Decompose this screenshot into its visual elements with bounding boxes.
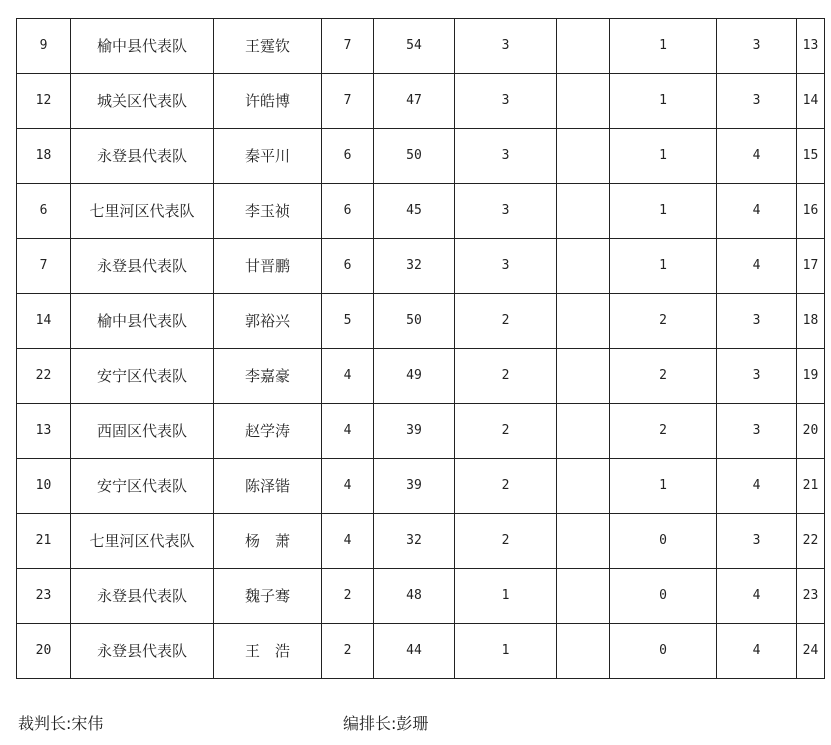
score-col-2: 39 (374, 404, 455, 459)
score-col-6: 3 (717, 294, 797, 349)
team-name: 永登县代表队 (71, 239, 214, 294)
score-col-1: 6 (322, 184, 374, 239)
score-col-1: 6 (322, 239, 374, 294)
score-col-5: 1 (610, 74, 717, 129)
team-name: 七里河区代表队 (71, 184, 214, 239)
results-table (16, 18, 825, 679)
player-name: 李嘉豪 (214, 349, 322, 404)
score-col-3: 1 (455, 624, 557, 679)
player-name: 甘晋鹏 (214, 239, 322, 294)
team-name: 安宁区代表队 (71, 459, 214, 514)
score-col-2: 50 (374, 129, 455, 184)
score-col-4 (557, 74, 610, 129)
score-col-3: 3 (455, 129, 557, 184)
score-col-5: 2 (610, 404, 717, 459)
table-row (17, 459, 825, 514)
player-name: 李玉祯 (214, 184, 322, 239)
score-col-2: 47 (374, 74, 455, 129)
results-table-body (17, 19, 825, 679)
rank: 22 (797, 514, 825, 569)
player-number: 23 (17, 569, 71, 624)
score-col-3: 3 (455, 184, 557, 239)
team-name: 永登县代表队 (71, 624, 214, 679)
rank: 16 (797, 184, 825, 239)
team-name: 永登县代表队 (71, 129, 214, 184)
score-col-2: 49 (374, 349, 455, 404)
score-col-1: 6 (322, 129, 374, 184)
team-name: 安宁区代表队 (71, 349, 214, 404)
score-col-5: 1 (610, 184, 717, 239)
score-col-3: 3 (455, 19, 557, 74)
score-col-1: 7 (322, 19, 374, 74)
score-col-4 (557, 129, 610, 184)
table-row (17, 239, 825, 294)
score-col-2: 45 (374, 184, 455, 239)
player-number: 21 (17, 514, 71, 569)
score-col-1: 5 (322, 294, 374, 349)
rank: 17 (797, 239, 825, 294)
score-col-4 (557, 569, 610, 624)
score-col-3: 3 (455, 239, 557, 294)
score-col-5: 1 (610, 129, 717, 184)
score-col-6: 3 (717, 74, 797, 129)
signature-footer (18, 711, 818, 737)
score-col-4 (557, 514, 610, 569)
rank: 20 (797, 404, 825, 459)
score-col-2: 44 (374, 624, 455, 679)
score-col-1: 4 (322, 404, 374, 459)
score-col-5: 0 (610, 624, 717, 679)
player-number: 22 (17, 349, 71, 404)
score-col-5: 0 (610, 514, 717, 569)
player-name: 许皓博 (214, 74, 322, 129)
arranger-label: 编排长:彭珊 (343, 714, 429, 733)
player-number: 10 (17, 459, 71, 514)
results-sheet (16, 18, 824, 679)
team-name: 榆中县代表队 (71, 19, 214, 74)
score-col-2: 54 (374, 19, 455, 74)
score-col-1: 4 (322, 514, 374, 569)
score-col-4 (557, 404, 610, 459)
player-number: 6 (17, 184, 71, 239)
score-col-2: 32 (374, 239, 455, 294)
score-col-4 (557, 349, 610, 404)
score-col-4 (557, 239, 610, 294)
score-col-2: 39 (374, 459, 455, 514)
score-col-5: 1 (610, 459, 717, 514)
rank: 21 (797, 459, 825, 514)
rank: 15 (797, 129, 825, 184)
score-col-5: 1 (610, 19, 717, 74)
score-col-6: 3 (717, 19, 797, 74)
team-name: 城关区代表队 (71, 74, 214, 129)
player-number: 12 (17, 74, 71, 129)
player-name: 王 浩 (214, 624, 322, 679)
player-number: 9 (17, 19, 71, 74)
score-col-3: 3 (455, 74, 557, 129)
table-row (17, 19, 825, 74)
score-col-4 (557, 294, 610, 349)
rank: 14 (797, 74, 825, 129)
score-col-6: 4 (717, 459, 797, 514)
score-col-6: 4 (717, 624, 797, 679)
score-col-2: 32 (374, 514, 455, 569)
team-name: 榆中县代表队 (71, 294, 214, 349)
player-name: 陈泽锴 (214, 459, 322, 514)
score-col-2: 50 (374, 294, 455, 349)
table-row (17, 569, 825, 624)
score-col-5: 0 (610, 569, 717, 624)
score-col-6: 3 (717, 514, 797, 569)
table-row (17, 294, 825, 349)
score-col-6: 4 (717, 239, 797, 294)
player-name: 王霆钦 (214, 19, 322, 74)
score-col-3: 2 (455, 294, 557, 349)
table-row (17, 624, 825, 679)
score-col-1: 4 (322, 349, 374, 404)
table-row (17, 349, 825, 404)
player-number: 13 (17, 404, 71, 459)
rank: 18 (797, 294, 825, 349)
rank: 13 (797, 19, 825, 74)
player-number: 18 (17, 129, 71, 184)
score-col-3: 2 (455, 459, 557, 514)
score-col-6: 3 (717, 349, 797, 404)
score-col-4 (557, 624, 610, 679)
score-col-6: 4 (717, 184, 797, 239)
table-row (17, 404, 825, 459)
score-col-5: 2 (610, 294, 717, 349)
rank: 24 (797, 624, 825, 679)
table-row (17, 514, 825, 569)
player-name: 魏子骞 (214, 569, 322, 624)
score-col-6: 4 (717, 569, 797, 624)
player-name: 秦平川 (214, 129, 322, 184)
score-col-1: 2 (322, 569, 374, 624)
rank: 23 (797, 569, 825, 624)
player-name: 赵学涛 (214, 404, 322, 459)
chief-referee-label: 裁判长:宋伟 (18, 714, 104, 733)
score-col-6: 3 (717, 404, 797, 459)
player-number: 7 (17, 239, 71, 294)
player-number: 14 (17, 294, 71, 349)
score-col-3: 2 (455, 404, 557, 459)
score-col-1: 7 (322, 74, 374, 129)
score-col-2: 48 (374, 569, 455, 624)
score-col-1: 2 (322, 624, 374, 679)
rank: 19 (797, 349, 825, 404)
score-col-5: 1 (610, 239, 717, 294)
score-col-3: 2 (455, 514, 557, 569)
table-row (17, 74, 825, 129)
player-number: 20 (17, 624, 71, 679)
score-col-6: 4 (717, 129, 797, 184)
score-col-5: 2 (610, 349, 717, 404)
score-col-3: 1 (455, 569, 557, 624)
score-col-4 (557, 184, 610, 239)
player-name: 郭裕兴 (214, 294, 322, 349)
score-col-4 (557, 459, 610, 514)
team-name: 永登县代表队 (71, 569, 214, 624)
score-col-1: 4 (322, 459, 374, 514)
score-col-3: 2 (455, 349, 557, 404)
score-col-4 (557, 19, 610, 74)
team-name: 七里河区代表队 (71, 514, 214, 569)
table-row (17, 129, 825, 184)
player-name: 杨 萧 (214, 514, 322, 569)
table-row (17, 184, 825, 239)
team-name: 西固区代表队 (71, 404, 214, 459)
